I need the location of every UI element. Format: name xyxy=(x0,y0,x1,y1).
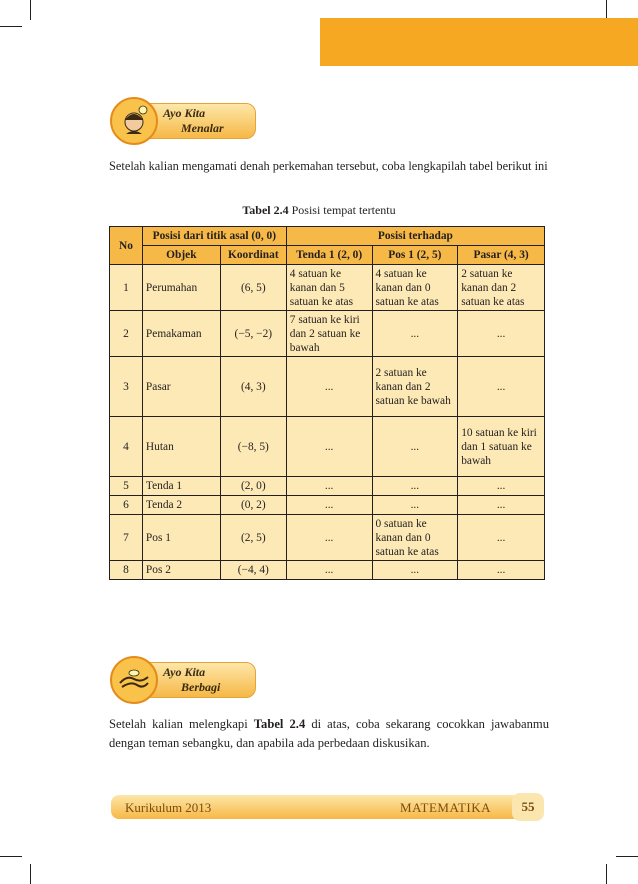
cell-no: 5 xyxy=(110,477,143,496)
caption-text: Posisi tempat tertentu xyxy=(288,203,396,217)
header-pos1: Pos 1 (2, 5) xyxy=(372,246,458,265)
outro-paragraph xyxy=(109,715,549,753)
badge-line1: Ayo Kita xyxy=(163,106,206,120)
cell-tenda1: ... xyxy=(286,515,372,561)
thinking-person-icon xyxy=(110,97,158,145)
header-objek: Objek xyxy=(142,246,220,265)
badge-label xyxy=(144,103,256,139)
cell-koordinat: (−4, 4) xyxy=(220,561,286,580)
ayo-kita-berbagi-badge xyxy=(110,656,256,704)
crop-mark xyxy=(606,864,607,884)
cell-no: 8 xyxy=(110,561,143,580)
header-pos-asal: Posisi dari titik asal (0, 0) xyxy=(142,227,286,246)
cell-koordinat: (6, 5) xyxy=(220,265,286,311)
outro-text-post: di atas, coba sekarang cocokkan jawabanmu dengan teman sebangku, dan apabila ada perbedaan diskusikan. xyxy=(109,717,549,750)
intro-paragraph xyxy=(109,158,549,175)
sharing-hands-icon xyxy=(110,656,158,704)
cell-objek: Hutan xyxy=(142,417,220,477)
cell-tenda1: ... xyxy=(286,417,372,477)
badge-label xyxy=(144,662,256,698)
cell-pos1: 2 satuan ke kanan dan 2 satuan ke bawah xyxy=(372,357,458,417)
cell-pasar: ... xyxy=(458,496,545,515)
cell-tenda1: ... xyxy=(286,496,372,515)
cell-tenda1: 4 satuan ke kanan dan 5 satuan ke atas xyxy=(286,265,372,311)
header-pasar: Pasar (4, 3) xyxy=(458,246,545,265)
table-row xyxy=(110,496,545,515)
cell-pos1: ... xyxy=(372,496,458,515)
cell-no: 7 xyxy=(110,515,143,561)
table-row xyxy=(110,265,545,311)
outro-text-pre: Setelah kalian melengkapi xyxy=(109,717,254,731)
cell-pasar: ... xyxy=(458,515,545,561)
cell-objek: Pemakaman xyxy=(142,311,220,357)
cell-no: 6 xyxy=(110,496,143,515)
cell-pos1: 4 satuan ke kanan dan 0 satuan ke atas xyxy=(372,265,458,311)
cell-koordinat: (−8, 5) xyxy=(220,417,286,477)
cell-pos1: ... xyxy=(372,561,458,580)
cell-tenda1: ... xyxy=(286,477,372,496)
header-no: No xyxy=(110,227,143,265)
footer-curriculum: Kurikulum 2013 xyxy=(125,800,212,815)
cell-pos1: ... xyxy=(372,417,458,477)
cell-pos1: ... xyxy=(372,477,458,496)
cell-no: 3 xyxy=(110,357,143,417)
cell-pasar: 2 satuan ke kanan dan 2 satuan ke atas xyxy=(458,265,545,311)
crop-mark xyxy=(606,0,607,20)
cell-pos1: 0 satuan ke kanan dan 0 satuan ke atas xyxy=(372,515,458,561)
cell-koordinat: (2, 5) xyxy=(220,515,286,561)
header-tab xyxy=(320,18,638,66)
header-koordinat: Koordinat xyxy=(220,246,286,265)
cell-no: 2 xyxy=(110,311,143,357)
badge-line1: Ayo Kita xyxy=(163,665,206,679)
page-number: 55 xyxy=(512,793,544,821)
crop-mark xyxy=(0,856,22,857)
crop-mark xyxy=(30,0,31,20)
position-table xyxy=(109,226,545,580)
cell-tenda1: ... xyxy=(286,357,372,417)
table-row xyxy=(110,477,545,496)
cell-koordinat: (2, 0) xyxy=(220,477,286,496)
cell-pasar: 10 satuan ke kiri dan 1 satuan ke bawah xyxy=(458,417,545,477)
badge-line2: Berbagi xyxy=(181,680,221,694)
caption-label: Tabel 2.4 xyxy=(242,203,289,217)
ayo-kita-menalar-badge xyxy=(110,97,256,145)
crop-mark xyxy=(0,26,22,27)
table-caption xyxy=(0,203,638,218)
cell-pasar: ... xyxy=(458,477,545,496)
cell-objek: Pos 2 xyxy=(142,561,220,580)
cell-no: 4 xyxy=(110,417,143,477)
badge-line2: Menalar xyxy=(181,121,224,135)
outro-table-ref: Tabel 2.4 xyxy=(253,717,306,731)
cell-koordinat: (−5, −2) xyxy=(220,311,286,357)
cell-koordinat: (0, 2) xyxy=(220,496,286,515)
footer-bar xyxy=(111,795,543,819)
crop-mark xyxy=(616,856,638,857)
cell-pasar: ... xyxy=(458,311,545,357)
cell-objek: Tenda 2 xyxy=(142,496,220,515)
footer-subject: MATEMATIKA xyxy=(400,800,491,815)
table-row xyxy=(110,561,545,580)
cell-objek: Perumahan xyxy=(142,265,220,311)
intro-text: Setelah kalian mengamati denah perkemahan tersebut, coba lengkapilah tabel berikut ini xyxy=(109,159,548,173)
cell-no: 1 xyxy=(110,265,143,311)
table-row xyxy=(110,515,545,561)
table-row xyxy=(110,311,545,357)
header-pos-terhadap: Posisi terhadap xyxy=(286,227,544,246)
cell-objek: Pasar xyxy=(142,357,220,417)
table-row xyxy=(110,357,545,417)
cell-pasar: ... xyxy=(458,357,545,417)
cell-tenda1: ... xyxy=(286,561,372,580)
cell-objek: Pos 1 xyxy=(142,515,220,561)
cell-koordinat: (4, 3) xyxy=(220,357,286,417)
header-tenda1: Tenda 1 (2, 0) xyxy=(286,246,372,265)
crop-mark xyxy=(30,864,31,884)
cell-tenda1: 7 satuan ke kiri dan 2 satuan ke bawah xyxy=(286,311,372,357)
cell-pos1: ... xyxy=(372,311,458,357)
cell-objek: Tenda 1 xyxy=(142,477,220,496)
cell-pasar: ... xyxy=(458,561,545,580)
table-row xyxy=(110,417,545,477)
